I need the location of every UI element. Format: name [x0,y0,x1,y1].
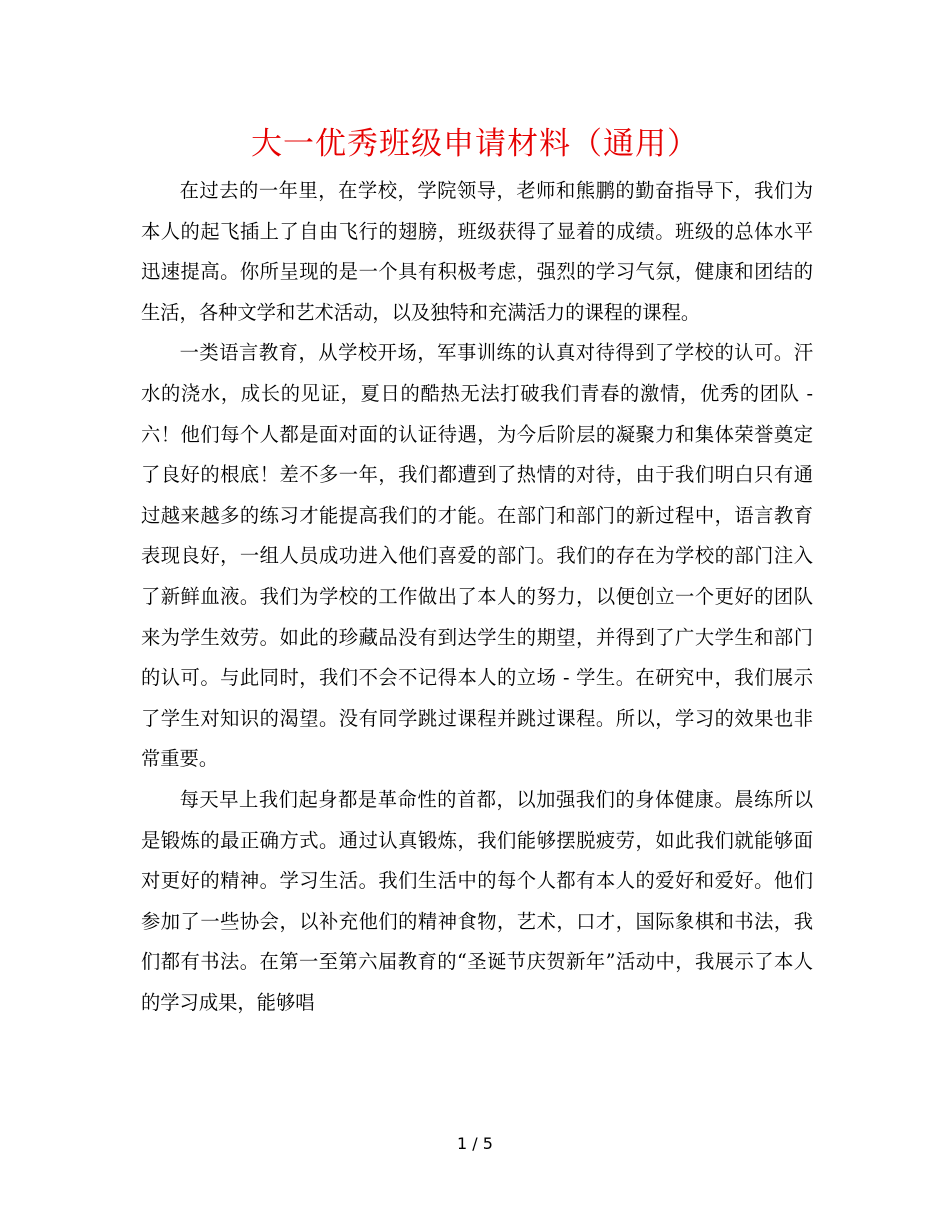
document-body [141,171,813,1023]
page-number: 1 / 5 [457,1134,493,1153]
paragraph-2: 一类语言教育，从学校开场，军事训练的认真对待得到了学校的认可。汗水的浇水，成长的见证，夏日的酷热无法打破我们青春的激情，优秀的团队 - 六！他们每个人都是面对面的认证待遇，为今后阶层的凝聚力和集体荣誉奠定了良好的根底！差不多一年，我们都遭到了热情的对待，由于我们明白只有通过越来越多的练习才能提高我们的才能。在部门和部门的新过程中，语言教育表现良好，一组人员成功进入他们喜爱的部门。我们的存在为学校的部门注入了新鲜血液。我们为学校的工作做出了本人的努力，以便创立一个更好的团队来为学生效劳。如此的珍藏品没有到达学生的期望，并得到了广大学生和部门的认可。与此同时，我们不会不记得本人的立场 - 学生。在研究中，我们展示了学生对知识的渴望。没有同学跳过课程并跳过课程。所以，学习的效果也非常重要。 [141,341,813,771]
paragraph-1: 在过去的一年里，在学校，学院领导，老师和熊鹏的勤奋指导下，我们为本人的起飞插上了自由飞行的翅膀，班级获得了显着的成绩。班级的总体水平迅速提高。你所呈现的是一个具有积极考虑，强烈的学习气氛，健康和团结的生活，各种文学和艺术活动，以及独特和充满活力的课程的课程。 [141,179,813,324]
document-title: 大一优秀班级申请材料（通用） [251,126,699,162]
paragraph-3: 每天早上我们起身都是革命性的首都，以加强我们的身体健康。晨练所以是锻炼的最正确方式。通过认真锻炼，我们能够摆脱疲劳，如此我们就能够面对更好的精神。学习生活。我们生活中的每个人都有本人的爱好和爱好。他们参加了一些协会，以补充他们的精神食物，艺术，口才，国际象棋和书法，我们都有书法。在第一至第六届教育的“圣诞节庆贺新年”活动中，我展示了本人的学习成果，能够唱 [141,787,813,1014]
